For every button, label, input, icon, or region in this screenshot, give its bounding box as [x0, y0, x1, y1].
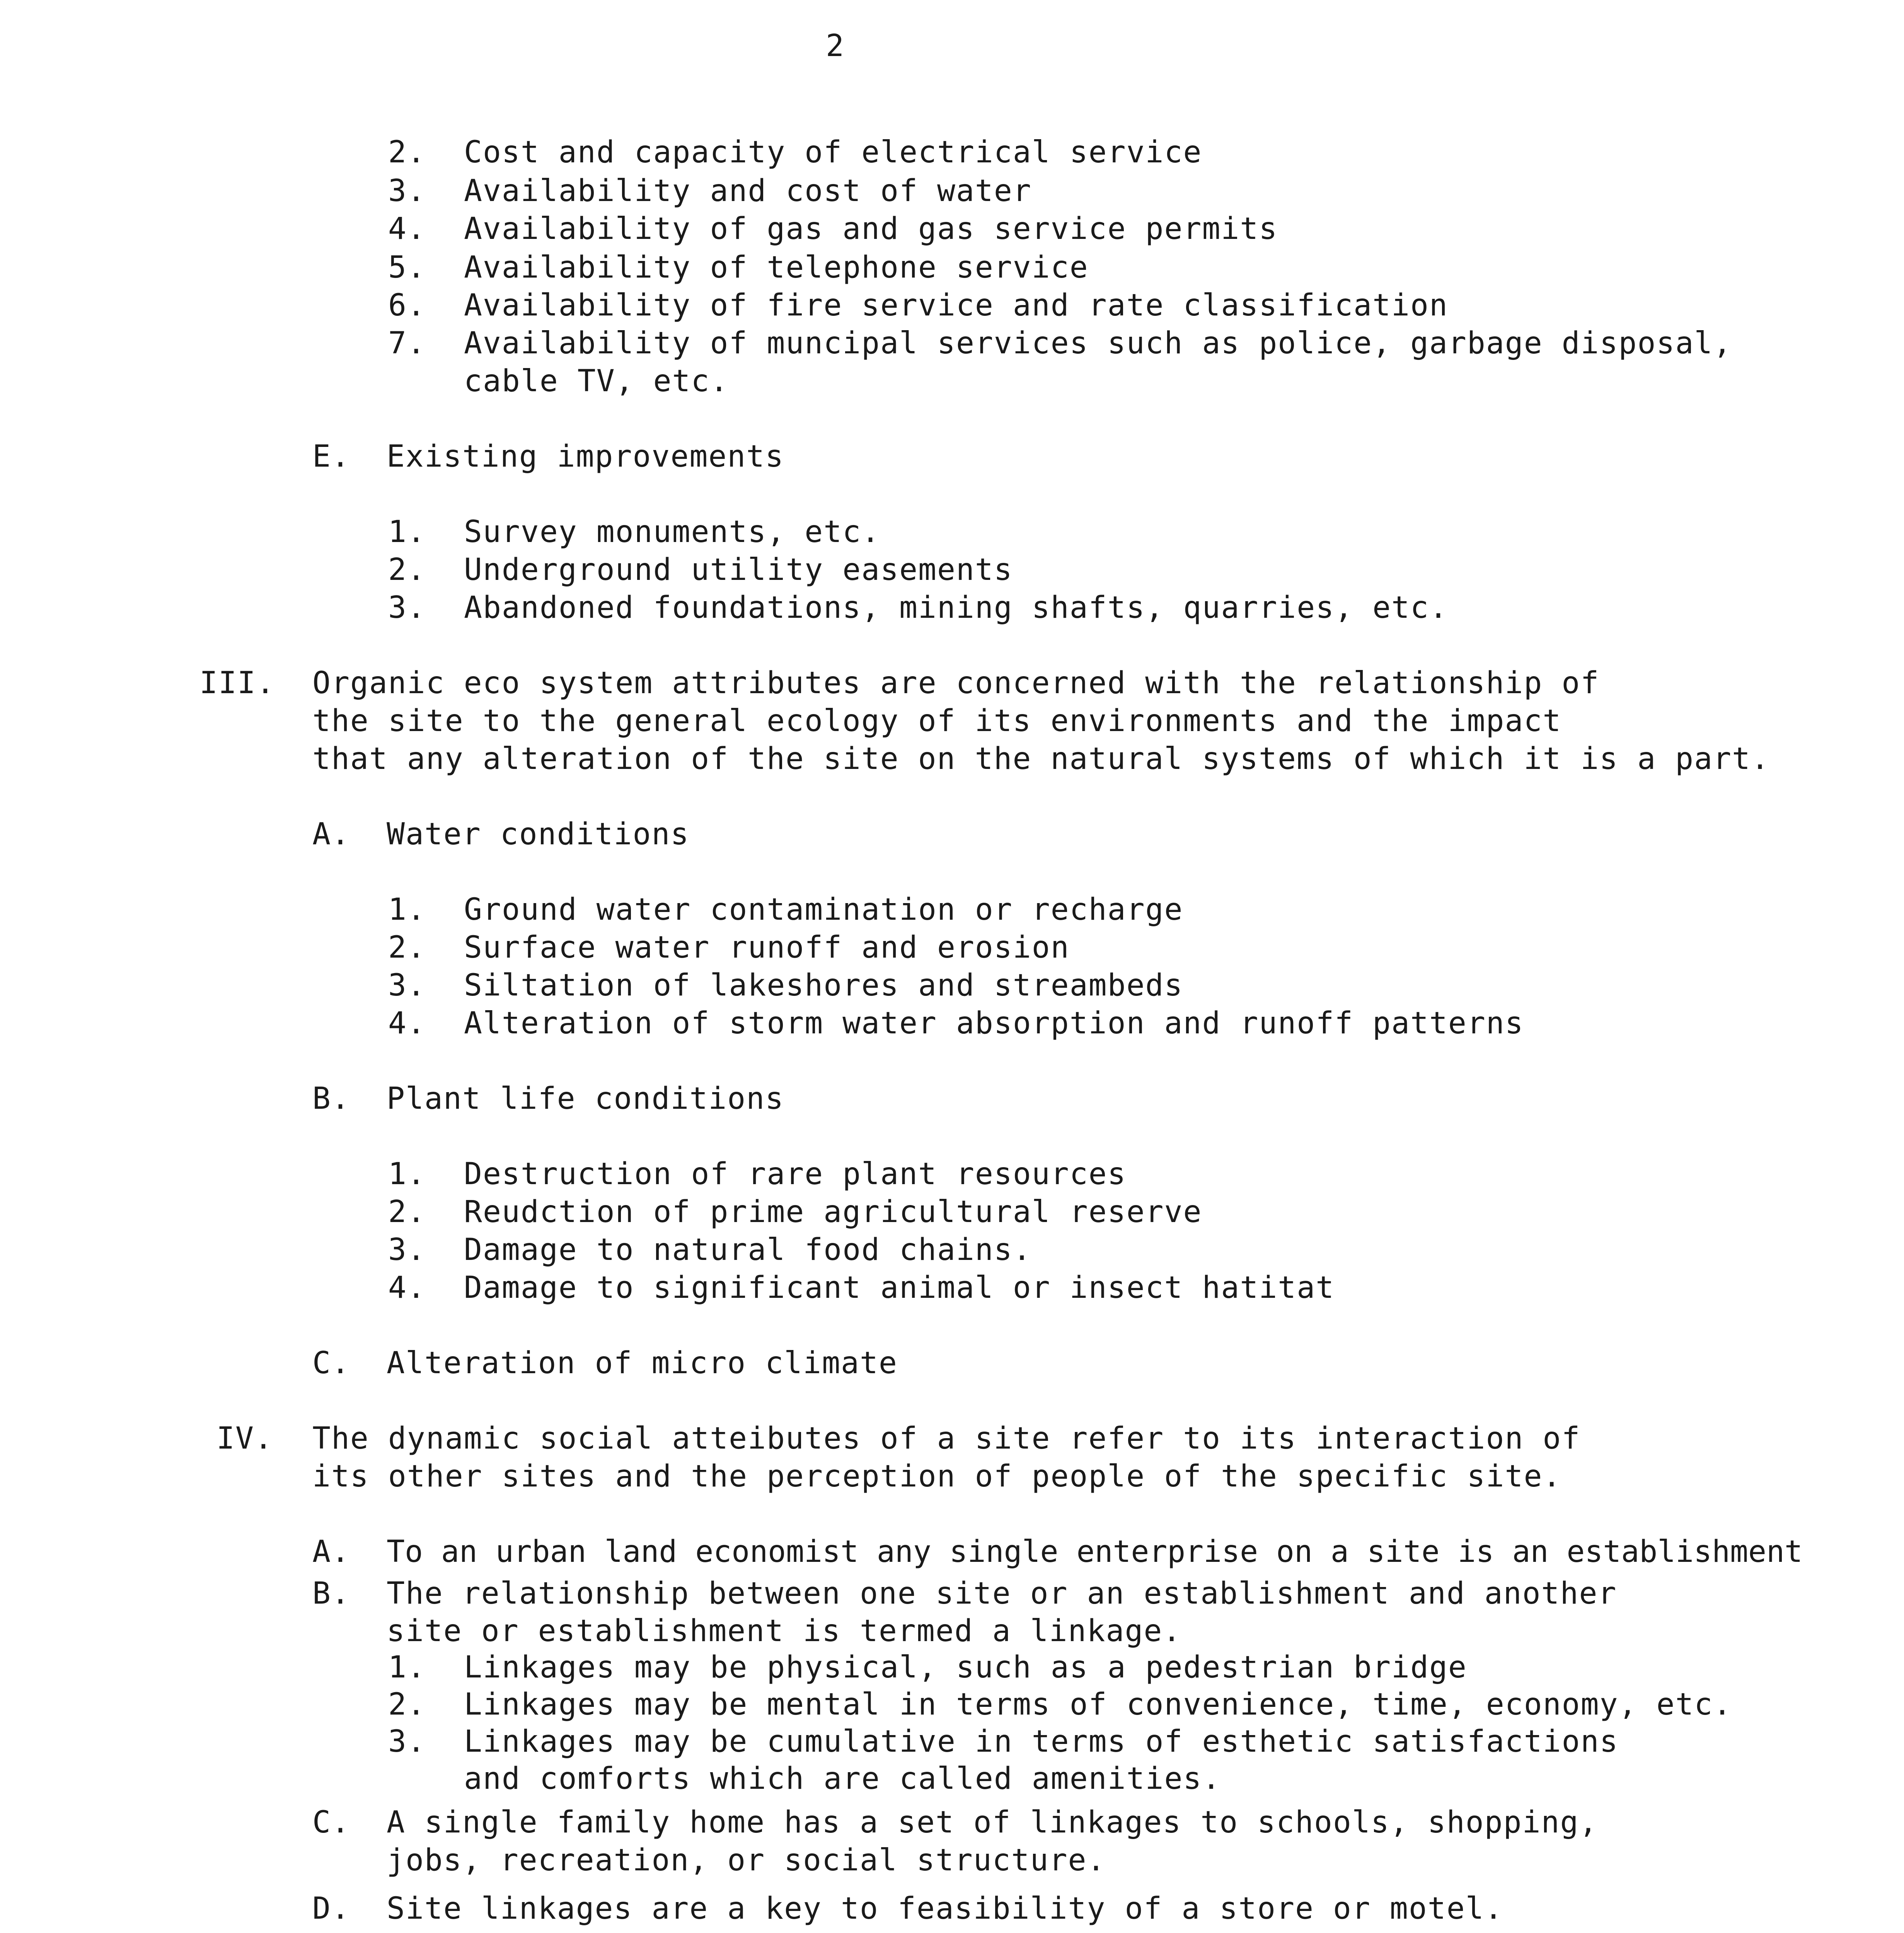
list-number: 5.	[388, 250, 426, 285]
list-number: 2.	[388, 930, 426, 965]
section-heading: Water conditions	[387, 817, 690, 852]
paragraph-line: Site linkages are a key to feasibility of a store or motel.	[387, 1891, 1503, 1926]
list-number: 3.	[388, 1724, 426, 1759]
list-item: Damage to natural food chains.	[464, 1232, 1032, 1267]
list-number: 4.	[388, 211, 426, 246]
list-item: Availability of muncipal services such as police, garbage disposal,	[464, 326, 1732, 361]
paragraph-line: that any alteration of the site on the natural systems of which it is a part.	[312, 741, 1770, 776]
list-number: 1.	[388, 892, 426, 927]
list-item: Linkages may be mental in terms of convenience, time, economy, etc.	[464, 1687, 1732, 1722]
list-item: Underground utility easements	[464, 552, 1013, 587]
list-item: Cost and capacity of electrical service	[464, 135, 1202, 170]
section-label: III.	[199, 666, 275, 701]
paragraph-line: The relationship between one site or an establishment and another	[387, 1576, 1617, 1611]
paragraph-line: its other sites and the perception of people of the specific site.	[312, 1459, 1562, 1494]
list-item: Availability of fire service and rate classification	[464, 288, 1448, 323]
section-label: IV.	[216, 1421, 273, 1456]
list-number: 3.	[388, 174, 426, 208]
list-number: 1.	[388, 515, 426, 549]
list-item: Destruction of rare plant resources	[464, 1157, 1127, 1192]
section-label: A.	[312, 1534, 350, 1569]
section-label: C.	[312, 1346, 350, 1381]
list-item: Damage to significant animal or insect hatitat	[464, 1270, 1335, 1305]
paragraph-line: the site to the general ecology of its environments and the impact	[312, 704, 1562, 738]
list-item: Reudction of prime agricultural reserve	[464, 1195, 1202, 1229]
list-number: 3.	[388, 590, 426, 625]
list-item: Alteration of storm water absorption and runoff patterns	[464, 1006, 1524, 1041]
list-number: 4.	[388, 1270, 426, 1305]
section-label: B.	[312, 1576, 350, 1611]
list-number: 2.	[388, 552, 426, 587]
paragraph-line: The dynamic social atteibutes of a site refer to its interaction of	[312, 1421, 1581, 1456]
paragraph-line: A single family home has a set of linkages to schools, shopping,	[387, 1805, 1598, 1840]
list-item: Availability of gas and gas service permits	[464, 211, 1278, 246]
section-heading: Plant life conditions	[387, 1081, 784, 1116]
list-number: 1.	[388, 1650, 426, 1685]
list-item: Survey monuments, etc.	[464, 515, 881, 549]
list-item: Abandoned foundations, mining shafts, quarries, etc.	[464, 590, 1448, 625]
list-number: 1.	[388, 1157, 426, 1192]
list-number: 2.	[388, 1195, 426, 1229]
list-item-continuation: cable TV, etc.	[464, 364, 729, 399]
list-item: Linkages may be cumulative in terms of esthetic satisfactions	[464, 1724, 1619, 1759]
section-label: C.	[312, 1805, 350, 1840]
list-number: 3.	[388, 968, 426, 1003]
paragraph-line: jobs, recreation, or social structure.	[387, 1843, 1106, 1878]
list-number: 2.	[388, 1687, 426, 1722]
list-item: Ground water contamination or recharge	[464, 892, 1183, 927]
page-number: 2	[826, 29, 845, 63]
list-item: Siltation of lakeshores and streambeds	[464, 968, 1183, 1003]
paragraph-line: site or establishment is termed a linkage.	[387, 1614, 1182, 1648]
list-item: Availability of telephone service	[464, 250, 1089, 285]
list-number: 2.	[388, 135, 426, 170]
paragraph-line: Organic eco system attributes are concerned with the relationship of	[312, 666, 1600, 701]
list-item: Surface water runoff and erosion	[464, 930, 1070, 965]
list-number: 4.	[388, 1006, 426, 1041]
list-item-continuation: and comforts which are called amenities.	[464, 1761, 1221, 1796]
section-label: D.	[312, 1891, 350, 1926]
list-item: Linkages may be physical, such as a pedestrian bridge	[464, 1650, 1467, 1685]
section-label: E.	[312, 439, 350, 474]
section-label: B.	[312, 1081, 350, 1116]
section-heading: Existing improvements	[387, 439, 784, 474]
paragraph-line: To an urban land economist any single enterprise on a site is an establishment	[387, 1534, 1803, 1569]
list-number: 6.	[388, 288, 426, 323]
section-heading: Alteration of micro climate	[387, 1346, 898, 1381]
section-label: A.	[312, 817, 350, 852]
list-number: 7.	[388, 326, 426, 361]
list-item: Availability and cost of water	[464, 174, 1032, 208]
list-number: 3.	[388, 1232, 426, 1267]
